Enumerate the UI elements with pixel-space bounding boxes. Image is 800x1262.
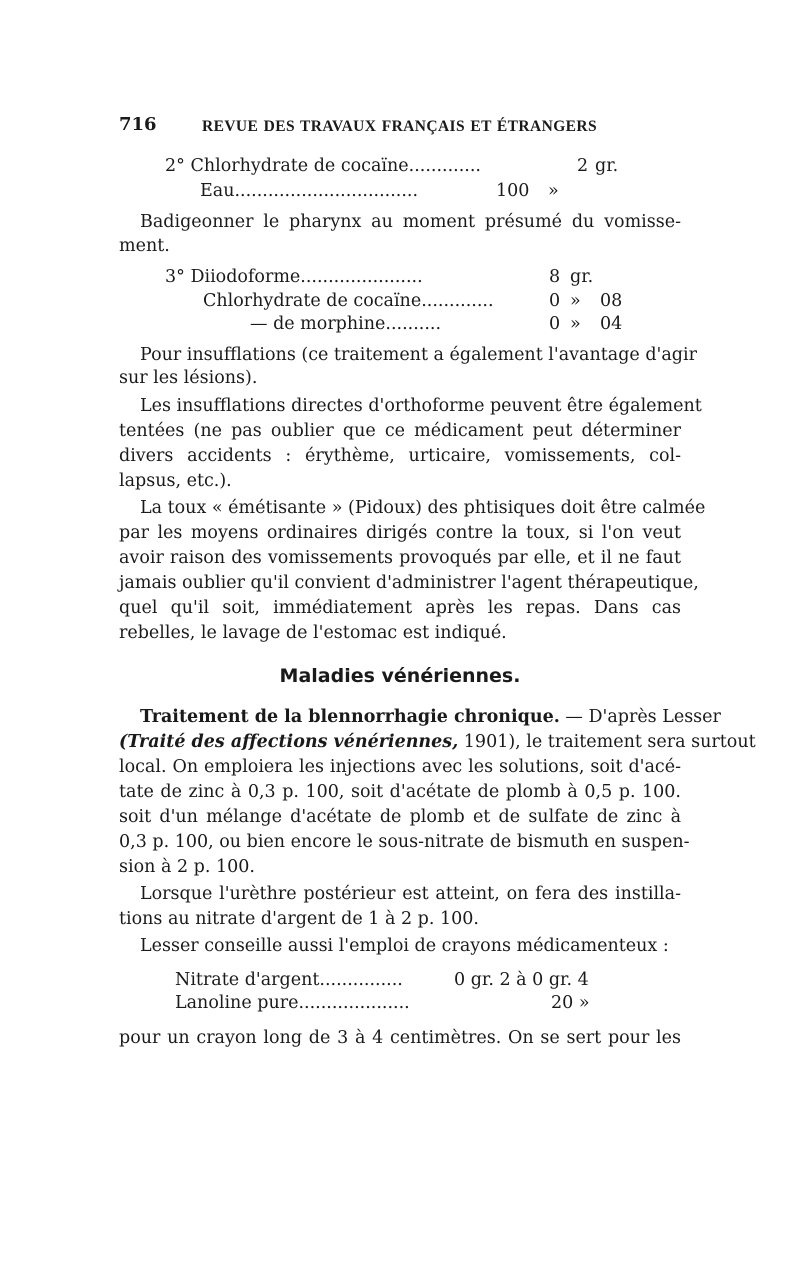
paragraph-heading: Traitement de la blennorrhagie chronique. <box>140 707 560 727</box>
paragraph-line: divers accidents : érythème, urticaire, vomissements, col- <box>119 446 681 466</box>
formula-unit: gr. <box>595 156 619 176</box>
formula-qty: 2 <box>577 156 589 176</box>
formula-label: Nitrate d'argent <box>175 970 320 990</box>
paragraph-line: tate de zinc à 0,3 p. 100, soit d'acétate de plomb à 0,5 p. 100. <box>119 782 681 802</box>
formula-leader: ...................... <box>300 267 423 287</box>
paragraph-line: sion à 2 p. 100. <box>119 857 255 877</box>
formula-row <box>200 180 620 202</box>
formula-unit: » <box>570 291 581 311</box>
paragraph-line: jamais oublier qu'il convient d'administrer l'agent thérapeutique, <box>119 573 699 593</box>
paragraph-line: avoir raison des vomissements provoqués par elle, et il ne faut <box>119 548 681 568</box>
running-head: REVUE DES TRAVAUX FRANÇAIS ET ÉTRANGERS <box>202 118 597 135</box>
formula-label: 3° Diiodoforme <box>165 267 301 287</box>
paragraph-line <box>119 731 756 753</box>
paragraph-line <box>140 706 721 728</box>
formula-label: Lanoline pure <box>175 993 299 1013</box>
paragraph-line: tions au nitrate d'argent de 1 à 2 p. 100. <box>119 909 479 929</box>
formula-row <box>165 266 625 288</box>
formula-value: 20 » <box>551 993 590 1013</box>
page-number: 716 <box>119 114 157 135</box>
paragraph-line: 0,3 p. 100, ou bien encore le sous-nitrate de bismuth en suspen- <box>119 832 690 852</box>
paragraph-line: Les insufflations directes d'orthoforme peuvent être également <box>140 396 702 416</box>
formula-qty: 100 <box>496 181 530 201</box>
citation-title: (Traité des affections vénériennes, <box>119 732 459 752</box>
formula-label: Eau <box>200 181 235 201</box>
formula-row <box>175 992 635 1014</box>
formula-label: Chlorhydrate de cocaïne <box>203 291 422 311</box>
paragraph-text: — D'après Lesser <box>559 707 721 727</box>
paragraph-line: tentées (ne pas oublier que ce médicament peut déterminer <box>119 421 681 441</box>
formula-leader: ............. <box>421 291 494 311</box>
formula-qty: 0 <box>549 291 561 311</box>
formula-unit: » <box>548 181 559 201</box>
formula-qty: 8 <box>549 267 561 287</box>
paragraph-line: local. On emploiera les injections avec les solutions, soit d'acé- <box>119 757 681 777</box>
paragraph-line: Lorsque l'urèthre postérieur est atteint, on fera des instilla- <box>140 884 681 904</box>
paragraph-line: Lesser conseille aussi l'emploi de crayons médicamenteux : <box>140 936 669 956</box>
section-title: Maladies vénériennes. <box>279 665 521 687</box>
paragraph-line: Badigeonner le pharynx au moment présumé du vomisse- <box>140 212 681 232</box>
formula-value: 0 gr. 2 à 0 gr. 4 <box>454 970 589 990</box>
formula-leader: ............... <box>319 970 403 990</box>
formula-row <box>175 969 635 991</box>
paragraph-line: Pour insufflations (ce traitement a également l'avantage d'agir <box>140 345 697 365</box>
formula-label: 2° Chlorhydrate de cocaïne <box>165 156 409 176</box>
paragraph-text: 1901), le traitement sera surtout <box>458 732 756 752</box>
formula-unit: » <box>570 314 581 334</box>
formula-leader: ............. <box>408 156 481 176</box>
paragraph-line: ment. <box>119 236 170 256</box>
formula-leader: ................................. <box>234 181 419 201</box>
formula-row <box>203 290 623 312</box>
formula-leader: .................... <box>298 993 410 1013</box>
formula-row <box>250 313 630 335</box>
paragraph-line: pour un crayon long de 3 à 4 centimètres. On se sert pour les <box>119 1028 681 1048</box>
formula-decimal: 08 <box>600 291 623 311</box>
paragraph-line: quel qu'il soit, immédiatement après les repas. Dans cas <box>119 598 681 618</box>
formula-qty: 0 <box>549 314 561 334</box>
formula-label: — de morphine <box>250 314 386 334</box>
paragraph-line: lapsus, etc.). <box>119 471 232 491</box>
formula-unit: gr. <box>570 267 594 287</box>
paragraph-line: par les moyens ordinaires dirigés contre la toux, si l'on veut <box>119 523 681 543</box>
paragraph-line: soit d'un mélange d'acétate de plomb et de sulfate de zinc à <box>119 807 681 827</box>
formula-decimal: 04 <box>600 314 623 334</box>
paragraph-line: La toux « émétisante » (Pidoux) des phtisiques doit être calmée <box>140 498 706 518</box>
formula-row <box>165 155 625 177</box>
formula-leader: .......... <box>385 314 442 334</box>
paragraph-line: sur les lésions). <box>119 368 258 388</box>
paragraph-line: rebelles, le lavage de l'estomac est indiqué. <box>119 623 507 643</box>
